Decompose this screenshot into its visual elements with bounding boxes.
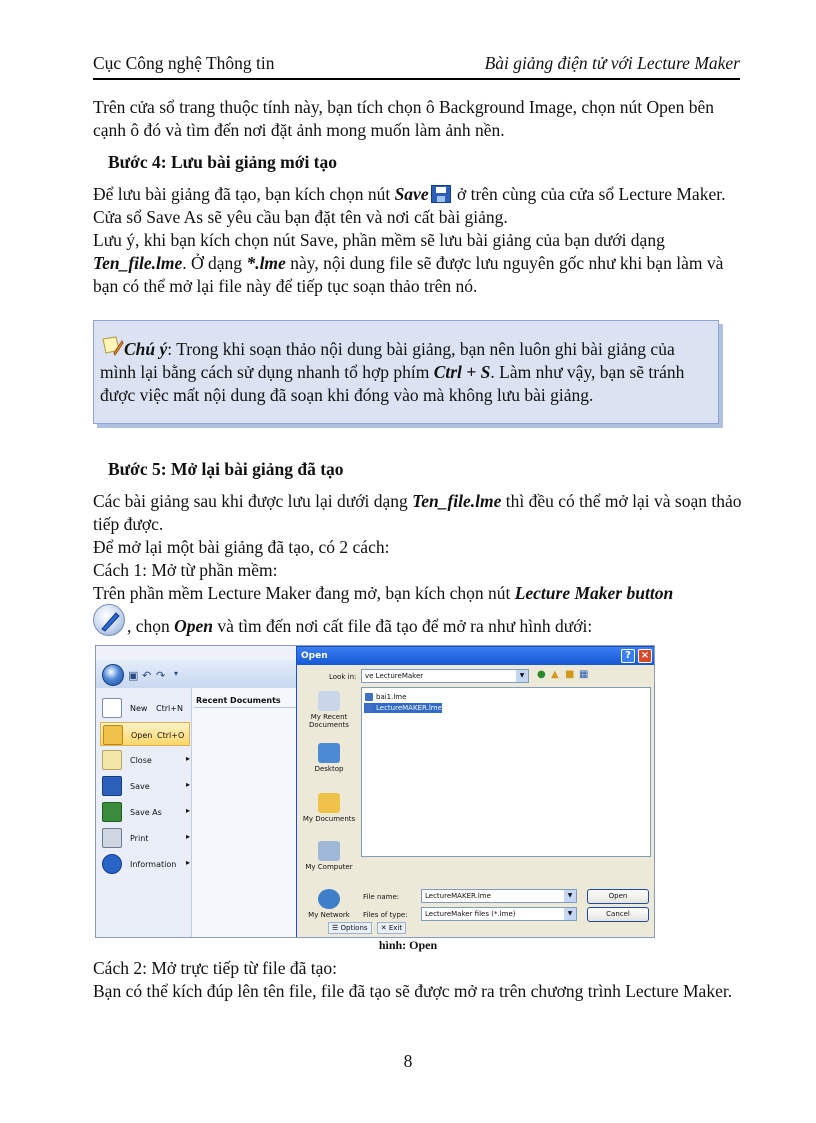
open-folder-icon — [103, 725, 123, 745]
file-list — [361, 687, 651, 857]
divider — [194, 707, 298, 708]
open-dialog — [296, 646, 655, 938]
options-button[interactable]: ☰ Options — [328, 922, 372, 934]
file-name-input[interactable]: LectureMAKER.lme ▼ — [421, 889, 577, 903]
my-computer-icon — [318, 841, 340, 861]
lecture-maker-orb-button[interactable] — [102, 664, 124, 686]
step5-paragraph-5: , chọn Open và tìm đến nơi cất file đã tạo để mở ra như hình dưới: — [127, 616, 593, 636]
file-item[interactable]: bai1.lme — [364, 692, 406, 702]
step5-paragraph-4: Trên phần mềm Lecture Maker đang mở, bạn kích chọn nút Lecture Maker button — [93, 583, 674, 603]
header-right: Bài giảng điện tử với Lecture Maker — [484, 53, 740, 73]
look-in-label: Look in: — [329, 673, 357, 681]
submenu-arrow-icon: ▸ — [186, 858, 191, 867]
customize-icon[interactable]: ▾ — [174, 669, 179, 678]
save-icon — [431, 185, 451, 203]
place-my-recent-documents[interactable]: My Recent Documents — [301, 691, 357, 729]
up-folder-icon[interactable]: ▲ — [551, 669, 559, 680]
step4-heading: Bước 4: Lưu bài giảng mới tạo — [108, 152, 338, 172]
menu-item-open[interactable]: Open Ctrl+O — [100, 722, 190, 746]
header-left: Cục Công nghệ Thông tin — [93, 53, 275, 73]
file-type-label: Files of type: — [363, 911, 408, 919]
step5-paragraph-2: Để mở lại một bài giảng đã tạo, có 2 cách: — [93, 537, 390, 557]
step4-paragraph-1: Để lưu bài giảng đã tạo, bạn kích chọn nút Save ở trên cùng của cửa sổ Lecture Maker. Cửa sổ Save As sẽ yêu cầu bạn đặt tên và nơi cất bài giảng. — [93, 184, 726, 227]
printer-icon — [102, 828, 122, 848]
open-dialog-screenshot — [95, 645, 655, 938]
submenu-arrow-icon: ▸ — [186, 754, 191, 763]
back-icon[interactable]: ● — [537, 669, 546, 680]
place-desktop[interactable]: Desktop — [301, 743, 357, 773]
save-text: Save — [394, 184, 429, 204]
submenu-arrow-icon: ▸ — [186, 806, 191, 815]
menu-item-print[interactable]: Print ▸ — [100, 826, 190, 850]
chevron-down-icon: ▼ — [516, 670, 528, 682]
save-icon — [102, 776, 122, 796]
network-globe-icon — [318, 889, 340, 909]
save-as-icon — [102, 802, 122, 822]
recent-documents-icon — [318, 691, 340, 711]
step5-heading: Bước 5: Mở lại bài giảng đã tạo — [108, 459, 344, 479]
info-icon — [102, 854, 122, 874]
step4-paragraph-2: Lưu ý, khi bạn kích chọn nút Save, phần mềm sẽ lưu bài giảng của bạn dưới dạng Ten_file.lme. Ở dạng *.lme này, nội dung file sẽ được lưu nguyên gốc như khi bạn làm và bạn có thể mở lại file này để tiếp tục soạn thảo trên nó. — [93, 230, 724, 296]
step5-paragraph-1: Các bài giảng sau khi được lưu lại dưới dạng Ten_file.lme thì đều có thể mở lại và soạn thảo tiếp được. — [93, 491, 742, 534]
undo-icon[interactable]: ↶ — [142, 669, 152, 682]
places-bar — [301, 687, 357, 930]
dialog-title: Open — [297, 647, 655, 665]
desktop-icon — [318, 743, 340, 763]
menu-footer-buttons — [328, 924, 406, 938]
help-icon[interactable]: ? — [621, 649, 635, 663]
file-type-select[interactable]: LectureMaker files (*.lme) ▼ — [421, 907, 577, 921]
step5-paragraph-3: Cách 1: Mở từ phần mềm: — [93, 560, 278, 580]
way2-paragraph-2: Bạn có thể kích đúp lên tên file, file đã tạo sẽ được mở ra trên chương trình Lecture Maker. — [93, 981, 733, 1001]
app-quick-access-bar — [96, 660, 301, 688]
page-number: 8 — [403, 1051, 413, 1071]
cancel-button[interactable]: Cancel — [587, 907, 649, 922]
figure-caption: hình: Open — [378, 938, 438, 952]
my-documents-icon — [318, 793, 340, 813]
menu-item-information[interactable]: Information ▸ — [100, 852, 190, 876]
menu-item-save[interactable]: Save ▸ — [100, 774, 190, 798]
place-my-computer[interactable]: My Computer — [301, 841, 357, 871]
file-item-selected[interactable]: LectureMAKER.lme — [364, 703, 442, 713]
place-my-network[interactable]: My Network — [301, 889, 357, 919]
submenu-arrow-icon: ▸ — [186, 832, 191, 841]
open-button[interactable]: Open — [587, 889, 649, 904]
save-quick-icon[interactable]: ▣ — [128, 669, 139, 682]
file-name-label: File name: — [363, 893, 400, 901]
menu-item-new[interactable]: New Ctrl+N — [100, 696, 190, 720]
way2-paragraph-1: Cách 2: Mở trực tiếp từ file đã tạo: — [93, 958, 337, 978]
exit-button[interactable]: ✕ Exit — [377, 922, 406, 934]
paragraph-background: Trên cửa sổ trang thuộc tính này, bạn tích chọn ô Background Image, chọn nút Open bên cạnh ô đó và tìm đến nơi đặt ảnh mong muốn làm ảnh nền. — [93, 97, 715, 140]
recent-documents-title: Recent Documents — [196, 696, 281, 705]
note-box: Chú ý: Trong khi soạn thảo nội dung bài giảng, bạn nên luôn ghi bài giảng của mình lại bằng cách sử dụng nhanh tổ hợp phím Ctrl + S. Làm như vậy, bạn sẽ tránh được việc mất nội dung đã soạn khi đóng vào mà không lưu bài giảng. — [93, 320, 719, 424]
menu-item-close[interactable]: Close ▸ — [100, 748, 190, 772]
new-folder-icon[interactable]: ■ — [565, 669, 575, 680]
views-menu-icon[interactable]: ▦ — [579, 669, 589, 680]
new-document-icon — [102, 698, 122, 718]
lecture-maker-button-icon — [93, 604, 125, 636]
submenu-arrow-icon: ▸ — [186, 780, 191, 789]
look-in-select[interactable]: ve LectureMaker ▼ — [361, 669, 529, 683]
close-document-icon — [102, 750, 122, 770]
place-my-documents[interactable]: My Documents — [301, 793, 357, 823]
redo-icon[interactable]: ↷ — [156, 669, 166, 682]
note-keys: Ctrl + S — [433, 362, 491, 382]
chevron-down-icon: ▼ — [564, 890, 576, 902]
page-header — [93, 50, 740, 80]
note-icon — [100, 335, 124, 359]
menu-item-save-as[interactable]: Save As ▸ — [100, 800, 190, 824]
close-icon[interactable]: × — [638, 649, 652, 663]
note-label: Chú ý — [124, 339, 168, 359]
application-menu — [96, 688, 301, 938]
chevron-down-icon: ▼ — [564, 908, 576, 920]
